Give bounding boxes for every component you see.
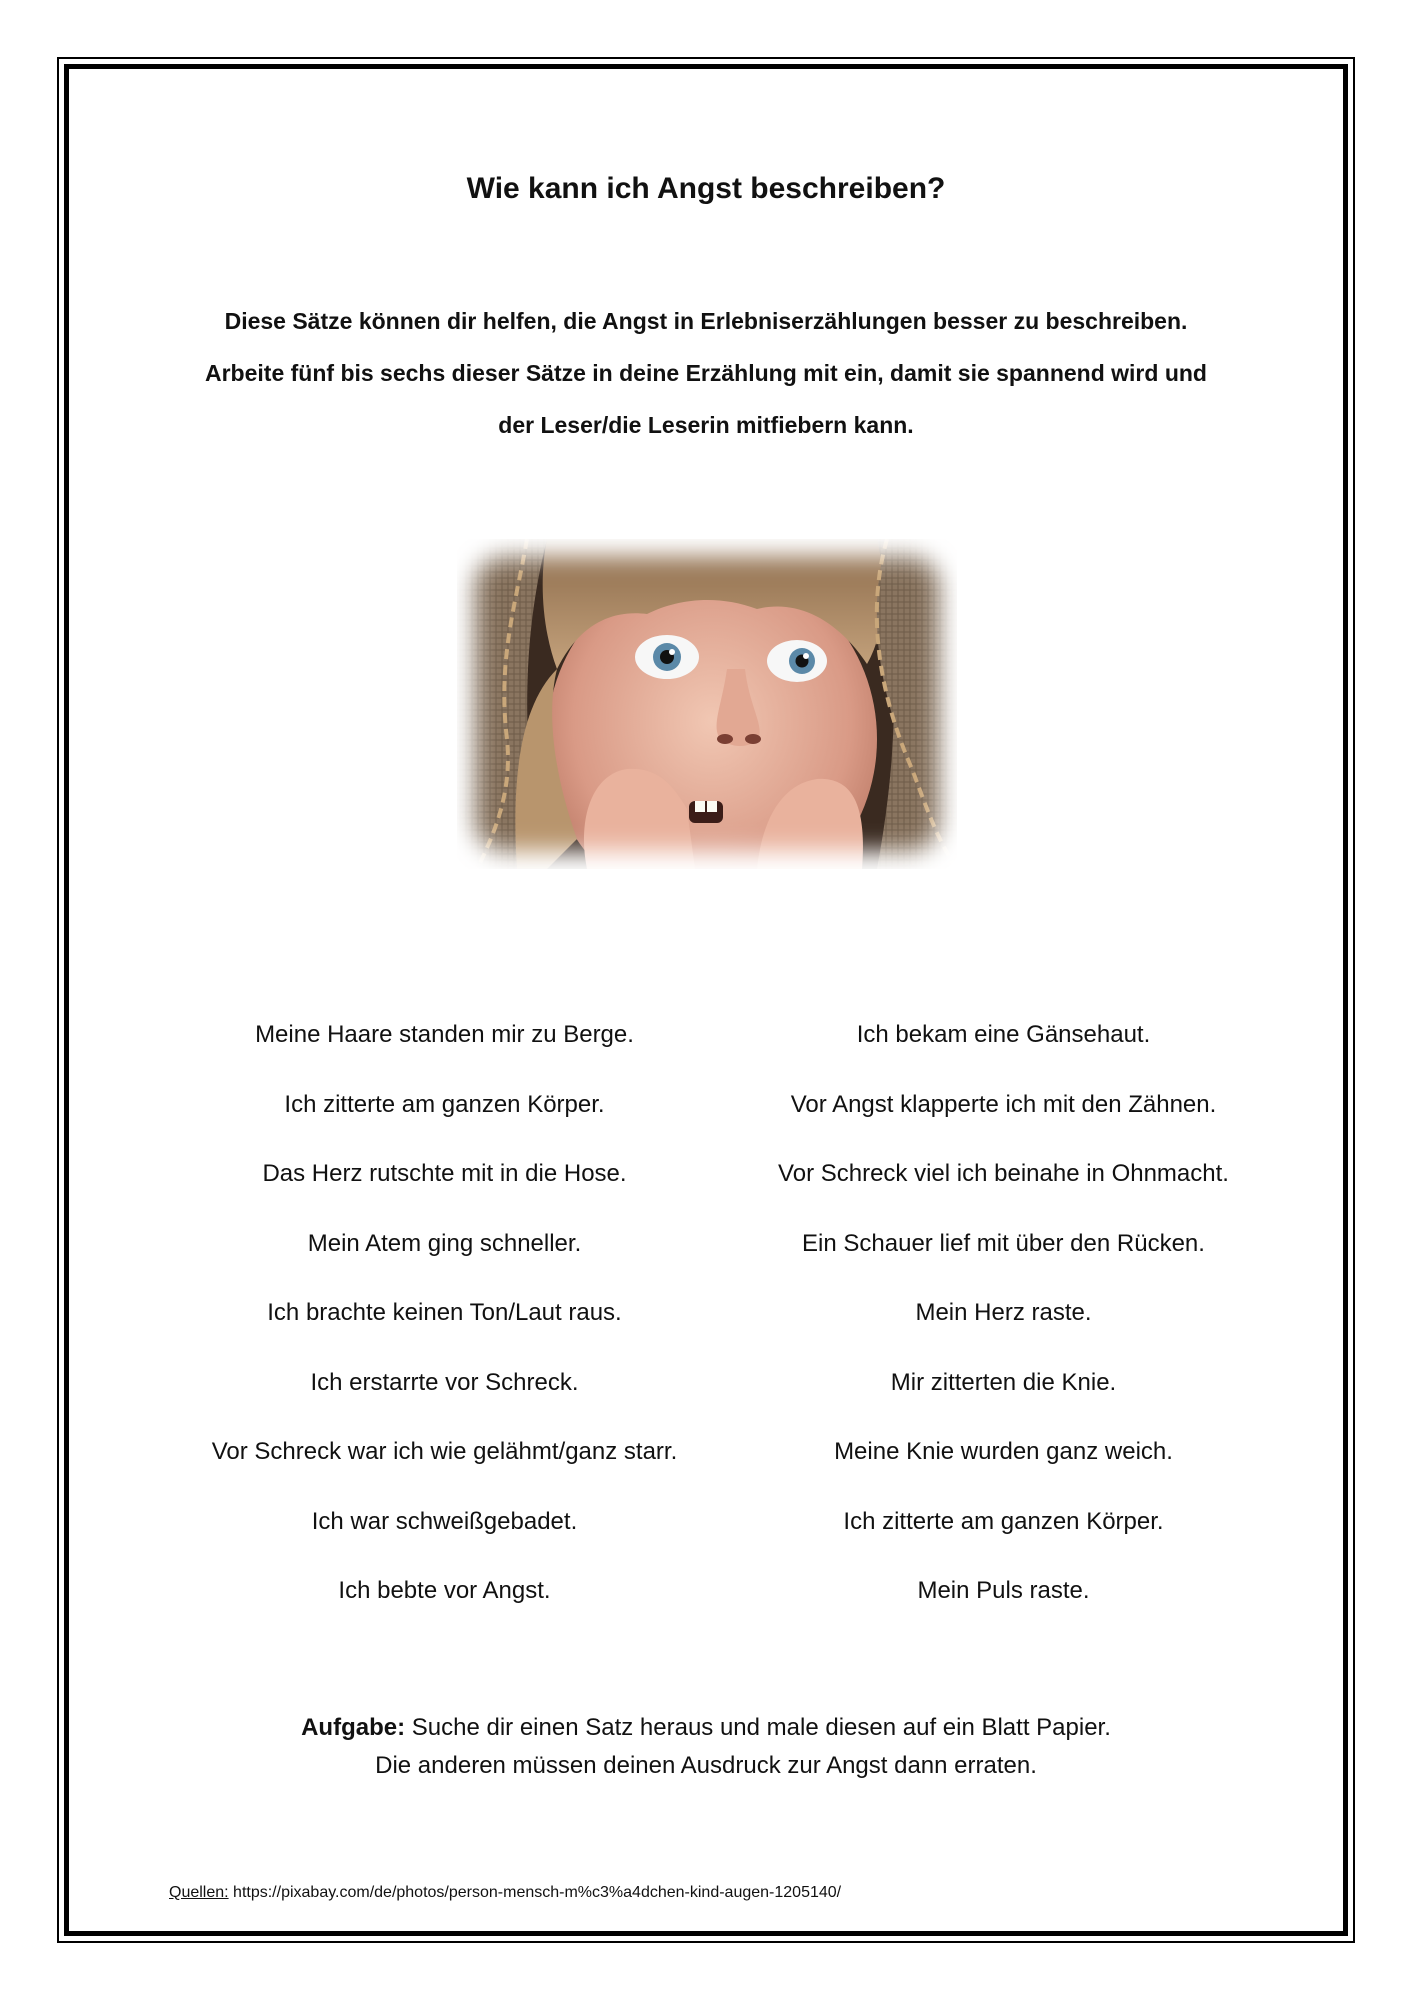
phrase-item: Vor Schreck viel ich beinahe in Ohnmacht. bbox=[778, 1160, 1229, 1187]
scared-child-photo bbox=[457, 539, 957, 869]
phrase-list bbox=[165, 1019, 1283, 1645]
task-line bbox=[69, 1709, 1343, 1747]
task-label: Aufgabe: bbox=[301, 1714, 406, 1741]
phrase-item: Ich bebte vor Angst. bbox=[338, 1577, 551, 1604]
phrase-item: Ich erstarrte vor Schreck. bbox=[310, 1368, 579, 1396]
task-block bbox=[69, 1709, 1343, 1785]
phrase-item: Mir zitterten die Knie. bbox=[890, 1368, 1117, 1396]
phrase-item: Ich zitterte am ganzen Körper. bbox=[843, 1507, 1164, 1535]
task-text: Suche dir einen Satz heraus und male diesen auf ein Blatt Papier. bbox=[405, 1714, 1111, 1741]
intro-line: Diese Sätze können dir helfen, die Angst in Erlebniserzählungen besser zu beschreiben. bbox=[224, 308, 1188, 334]
sources-label: Quellen: bbox=[169, 1884, 229, 1901]
phrase-item: Meine Haare standen mir zu Berge. bbox=[255, 1021, 634, 1048]
sources-footer bbox=[169, 1884, 841, 1902]
intro-line: Arbeite fünf bis sechs dieser Sätze in deine Erzählung mit ein, damit sie spannend wird und bbox=[205, 360, 1207, 386]
worksheet bbox=[69, 69, 1343, 1931]
intro-line: der Leser/die Leserin mitfiebern kann. bbox=[498, 412, 914, 438]
sources-url: https://pixabay.com/de/photos/person-mensch-m%c3%a4dchen-kind-augen-1205140/ bbox=[228, 1884, 842, 1901]
phrase-item: Ich war schweißgebadet. bbox=[311, 1507, 578, 1535]
phrase-item: Mein Herz raste. bbox=[915, 1299, 1092, 1326]
phrase-item: Das Herz rutschte mit in die Hose. bbox=[262, 1160, 627, 1187]
phrase-item: Mein Puls raste. bbox=[917, 1577, 1090, 1604]
phrase-item: Ich zitterte am ganzen Körper. bbox=[284, 1090, 605, 1118]
intro-text bbox=[129, 295, 1283, 451]
phrase-item: Meine Knie wurden ganz weich. bbox=[834, 1438, 1173, 1465]
phrase-item: Vor Schreck war ich wie gelähmt/ganz starr. bbox=[211, 1438, 678, 1465]
phrase-item: Mein Atem ging schneller. bbox=[307, 1229, 582, 1257]
phrase-item: Ein Schauer lief mit über den Rücken. bbox=[802, 1229, 1205, 1257]
phrase-item: Ich brachte keinen Ton/Laut raus. bbox=[267, 1299, 622, 1326]
phrase-item: Ich bekam eine Gänsehaut. bbox=[856, 1021, 1151, 1048]
phrase-item: Vor Angst klapperte ich mit den Zähnen. bbox=[790, 1090, 1217, 1118]
page-title: Wie kann ich Angst beschreiben? bbox=[466, 172, 946, 205]
task-line: Die anderen müssen deinen Ausdruck zur Angst dann erraten. bbox=[375, 1752, 1037, 1779]
